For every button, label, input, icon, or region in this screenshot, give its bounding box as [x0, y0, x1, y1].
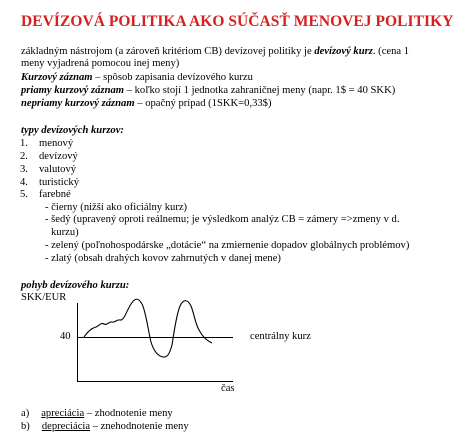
- list-item-number: 5.: [20, 189, 28, 200]
- definition-term: nepriamy kurzový záznam: [21, 98, 135, 109]
- outcome-depreciacia: [21, 421, 189, 434]
- intro-line-2: meny vyjadrená pomocou inej meny): [21, 58, 180, 69]
- movement-heading: pohyb devízového kurzu:: [21, 280, 130, 291]
- list-item-label: farebné: [39, 189, 71, 200]
- colored-rate-zlaty: - zlatý (obsah drahých kovov zahrnutých v danej mene): [45, 253, 281, 264]
- definition-term: priamy kurzový záznam: [21, 85, 125, 96]
- list-item-number: 2.: [20, 151, 28, 162]
- central-rate-label: centrálny kurz: [250, 331, 311, 342]
- types-heading: typy devízových kurzov:: [21, 125, 124, 136]
- list-item-label: menový: [39, 138, 74, 149]
- outcome-term: apreciácia: [41, 408, 85, 419]
- list-item-label: devízový: [39, 151, 78, 162]
- y-axis-label: SKK/EUR: [21, 292, 67, 303]
- intro-term-devizovy-kurz: devízový kurz: [314, 46, 373, 57]
- outcome-text: – zhodnotenie meny: [84, 408, 173, 419]
- colored-rate-cierny: - čierny (nižší ako oficiálny kurz): [45, 202, 188, 213]
- intro-text-before: základným nástrojom (a zároveň kritériom CB) devízovej politiky je: [21, 46, 315, 57]
- document-title: DEVÍZOVÁ POLITIKA AKO SÚČASŤ MENOVEJ POLITIKY: [21, 13, 454, 30]
- definition-term: Kurzový záznam: [21, 72, 93, 83]
- list-item-label: valutový: [39, 164, 77, 175]
- outcome-term: depreciácia: [41, 421, 91, 432]
- intro-text-after: . (cena 1: [372, 46, 410, 57]
- definition-text: – spôsob zapisania devízového kurzu: [92, 72, 253, 83]
- colored-rate-sedy-continued: kurzu): [51, 227, 79, 238]
- outcome-text: – znehodnotenie meny: [90, 421, 189, 432]
- level-value-label: 40: [60, 331, 71, 342]
- x-axis-label: čas: [221, 383, 235, 394]
- outcome-prefix: a): [21, 408, 30, 419]
- exchange-rate-curve: [84, 299, 212, 357]
- list-item-number: 1.: [20, 138, 28, 149]
- list-item-label: turistický: [39, 177, 80, 188]
- definition-text: – koľko stojí 1 jednotka zahraničnej meny (napr. 1$ = 40 SKK): [124, 85, 396, 96]
- colored-rate-sedy: - šedý (upravený oproti reálnemu; je výsledkom analýz CB = zámery =>zmeny v d.: [45, 214, 400, 225]
- colored-rate-zeleny: - zelený (poľnohospodárske „dotácie“ na zmiernenie dopadov globálnych problémov): [45, 240, 410, 251]
- list-item-number: 4.: [20, 177, 28, 188]
- list-item-number: 3.: [20, 164, 28, 175]
- outcome-prefix: b): [21, 421, 30, 432]
- definition-text: – opačný prípad (1SKK=0,33$): [134, 98, 272, 109]
- outcome-apreciacia: [21, 408, 173, 421]
